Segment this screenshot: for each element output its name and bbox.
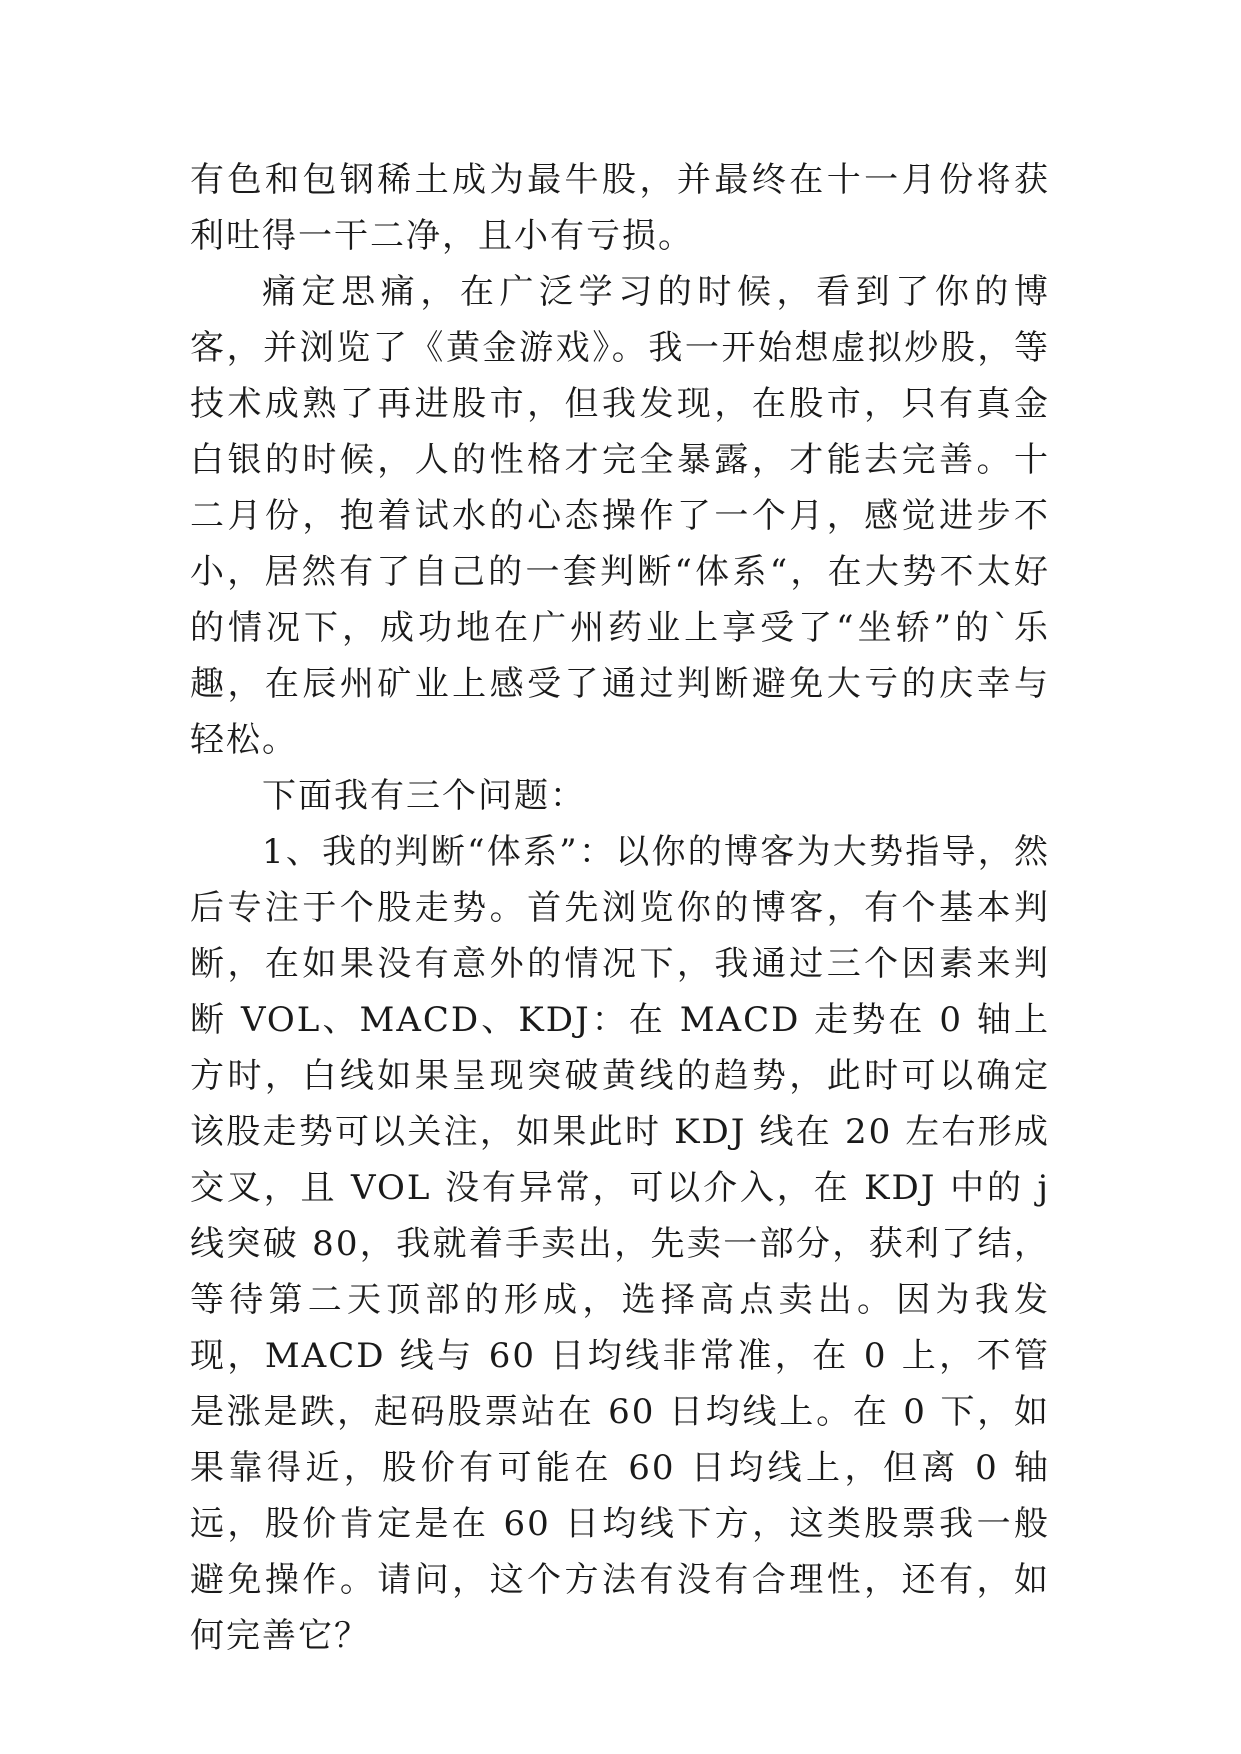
- body-text: [190, 152, 1050, 1664]
- paragraph-blog-discovery: 痛定思痛，在广泛学习的时候，看到了你的博客，并浏览了《黄金游戏》。我一开始想虚拟炒股，等技术成熟了再进股市，但我发现，在股市，只有真金白银的时候，人的性格才完全暴露，才能去完善。十二月份，抱着试水的心态操作了一个月，感觉进步不小，居然有了自己的一套判断“体系“，在大势不太好的情况下，成功地在广州药业上享受了“坐轿”的`乐趣，在辰州矿业上感受了通过判断避免大亏的庆幸与轻松。: [190, 272, 1050, 760]
- paragraph-questions-intro: 下面我有三个问题：: [262, 776, 586, 816]
- paragraph-continuation: 有色和包钢稀土成为最牛股，并最终在十一月份将获利吐得一干二净，且小有亏损。: [190, 160, 1050, 256]
- paragraph-question-1: 1、我的判断“体系”：以你的博客为大势指导，然后专注于个股走势。首先浏览你的博客，有个基本判断，在如果没有意外的情况下，我通过三个因素来判断 VOL、MACD、KDJ：在 MACD 走势在 0 轴上方时，白线如果呈现突破黄线的趋势，此时可以确定该股走势可以关注，如果此时 KDJ 线在 20 左右形成交叉，且 VOL 没有异常，可以介入，在 KDJ 中的 j 线突破 80，我就着手卖出，先卖一部分，获利了结，等待第二天顶部的形成，选择高点卖出。因为我发现，MACD 线与 60 日均线非常准，在 0 上，不管是涨是跌，起码股票站在 60 日均线上。在 0 下，如果靠得近，股价有可能在 60 日均线上，但离 0 轴远，股价肯定是在 60 日均线下方，这类股票我一般避免操作。请问，这个方法有没有合理性，还有，如何完善它？: [190, 832, 1050, 1656]
